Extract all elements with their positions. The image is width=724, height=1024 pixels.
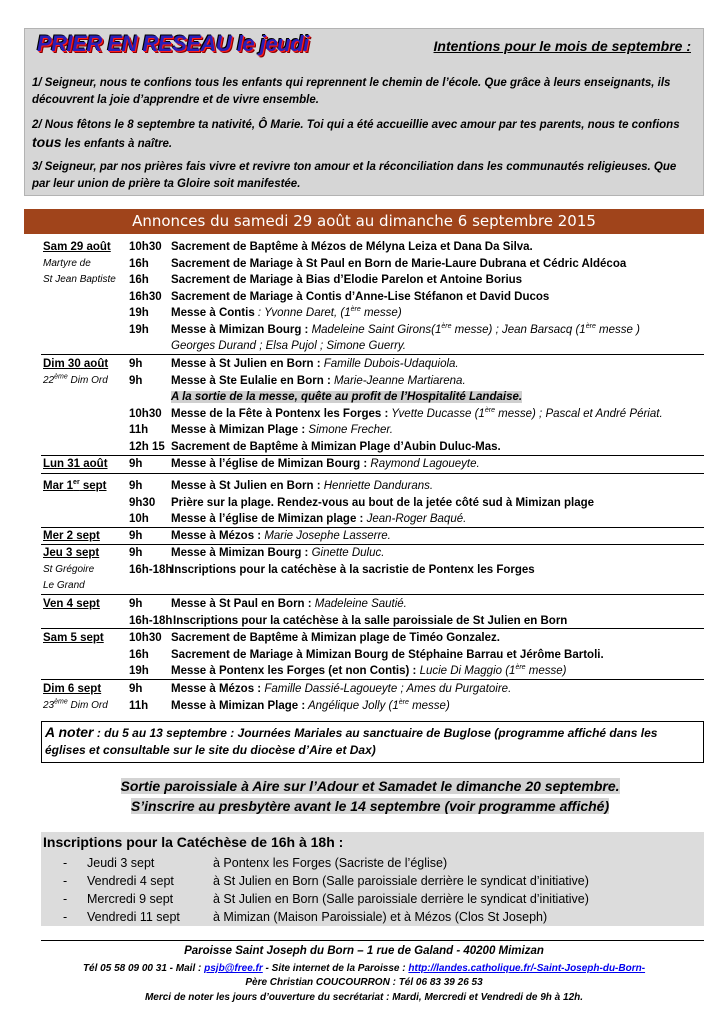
intention-2: 2/ Nous fêtons le 8 septembre ta nativité, Ô Marie. Toi qui a été accueillie avec amour par tes parents, nous te confions tous les enfants à naître. bbox=[32, 119, 680, 150]
catechese-title: Inscriptions pour la Catéchèse de 16h à 18h : bbox=[43, 834, 344, 850]
annonces-banner: Annonces du samedi 29 août au dimanche 6 septembre 2015 bbox=[24, 209, 704, 234]
catechese-box: Inscriptions pour la Catéchèse de 16h à 18h : - Jeudi 3 sept à Pontenx les Forges (Sacriste de l’église) - Vendredi 4 sept à St Julien en Born (Salle paroissiale derrière le syndicat d’initiative) - Mercredi 9 sept à St Julien en Born (Salle paroissiale derrière le syndicat d’initiative) - Vendredi 11 sept à Mimizan (Maison Paroissiale) et à Mézos (Clos St Joseph) bbox=[41, 832, 704, 926]
month-title: Intentions pour le mois de septembre : bbox=[433, 38, 691, 54]
schedule-ven4: Ven 4 sept 9h Messe à St Paul en Born : Madeleine Sautié. 16h-18h Inscriptions pour la catéchèse à la salle paroissiale de St Julien en Born bbox=[43, 598, 568, 627]
footer-address: Paroisse Saint Joseph du Born – 1 rue de Galand - 40200 Mimizan bbox=[184, 945, 544, 957]
schedule-lun31: Lun 31 août 9h Messe à l’église de Mimizan Bourg : Raymond Lagoueyte. bbox=[43, 458, 480, 470]
schedule-sam5: Sam 5 sept 10h30 Sacrement de Baptême à Mimizan plage de Timéo Gonzalez. 16h Sacrement de Mariage à Mimizan Bourg de Stéphaine Barrau et Jérôme Bartoli. 19h Messe à Pontenx les Forges (et non Contis) : Lucie Di Maggio (1ère messe) bbox=[43, 632, 604, 677]
prier-en-reseau-logo: PRIER EN RESEAU le jeudi bbox=[37, 31, 309, 56]
divider bbox=[41, 679, 704, 680]
footer-hours: Merci de noter les jours d’ouverture du secrétariat : Mardi, Mercredi et Vendredi de 9h à 12h. bbox=[144, 992, 584, 1003]
intention-3: 3/ Seigneur, par nos prières fais vivre et revivre ton amour et la réconciliation dans les communautés religieuses. Que par leur union de prière ta Gloire soit manifestée. bbox=[32, 161, 677, 190]
sortie-paroissiale: Sortie paroissiale à Aire sur l’Adour et Samadet le dimanche 20 septembre. S’inscrire au presbytère avant le 14 septembre (voir programme affiché) bbox=[120, 778, 620, 814]
website-link[interactable]: http://landes.catholique.fr/-Saint-Joseph-du-Born- bbox=[408, 963, 646, 974]
intentions-box bbox=[24, 28, 704, 196]
schedule-dim6: Dim 6 sept 9h Messe à Mézos : Famille Dassié-Lagoueyte ; Ames du Purgatoire. 23ème Dim Ord 11h Messe à Mimizan Plage : Angélique Jolly (1ère messe) bbox=[43, 683, 512, 712]
footer-priest: Père Christian COUCOURRON : Tél 06 83 39 26 53 bbox=[245, 977, 483, 988]
schedule-dim30: Dim 30 août 9h Messe à St Julien en Born : Famille Dubois-Udaquiola. 22ème Dim Ord 9h Messe à Ste Eulalie en Born : Marie-Jeanne Martiarena. A la sortie de la messe, quête au profit de l’Hospitalité Landaise. 10h30 Messe de la Fête à Pontenx les Forges : Yvette Ducasse (1ère messe) ; Pascal et André Périat. 11h Messe à Mimizan Plage : Simone Frecher. 12h 15 Sacrement de Baptême à Mimizan Plage d’Aubin Duluc-Mas. bbox=[43, 358, 663, 453]
email-link[interactable]: psjb@free.fr bbox=[204, 963, 263, 974]
footer-contact: Tél 05 58 09 00 31 - Mail : psjb@free.fr - Site internet de la Paroisse : http://landes.catholique.fr/-Saint-Joseph-du-Born- bbox=[82, 963, 646, 974]
schedule-sam29: Sam 29 août 10h30 Sacrement de Baptême à Mézos de Mélyna Leiza et Dana Da Silva. Martyre de 16h Sacrement de Mariage à St Paul en Born de Marie-Laure Dubrana et Cédric Aldécoa St Jean Baptiste 16h Sacrement de Mariage à Bias d’Elodie Parelon et Antoine Borius 16h30 Sacrement de Mariage à Contis d’Anne-Lise Stéfanon et David Ducos 19h Messe à Contis : Yvonne Daret, (1ère messe) 19h Messe à Mimizan Bourg : Madeleine Saint Girons(1ère messe) ; Jean Barsacq (1ère messe ) Georges Durand ; Elsa Pujol ; Simone Guerry. bbox=[43, 241, 640, 352]
schedule-mar1: Mar 1er sept 9h Messe à St Julien en Born : Henriette Dandurans. 9h30 Prière sur la plage. Rendez-vous au bout de la jetée côté sud à Mimizan plage 10h Messe à l’église de Mimizan plage : Jean-Roger Baqué. bbox=[43, 479, 595, 525]
divider bbox=[41, 473, 704, 474]
divider bbox=[41, 594, 704, 595]
divider bbox=[41, 628, 704, 629]
intention-1: 1/ Seigneur, nous te confions tous les enfants qui reprennent le chemin de l’école. Que grâce à leurs enseignants, ils découvrent la joie d’apprendre et de vivre ensemble. bbox=[32, 77, 671, 106]
divider bbox=[41, 354, 704, 355]
footer-divider bbox=[41, 940, 704, 941]
note-box: A noter : du 5 au 13 septembre : Journées Mariales au sanctuaire de Buglose (programme affiché dans les églises et consultable sur le site du diocèse d’Aire et Dax) bbox=[41, 721, 704, 763]
schedule-mer2: Mer 2 sept 9h Messe à Mézos : Marie Josephe Lasserre. bbox=[43, 530, 391, 542]
schedule-jeu3: Jeu 3 sept 9h Messe à Mimizan Bourg : Ginette Duluc. St Grégoire 16h-18h Inscriptions pour la catéchèse à la sacristie de Pontenx les Forges Le Grand bbox=[43, 547, 535, 591]
